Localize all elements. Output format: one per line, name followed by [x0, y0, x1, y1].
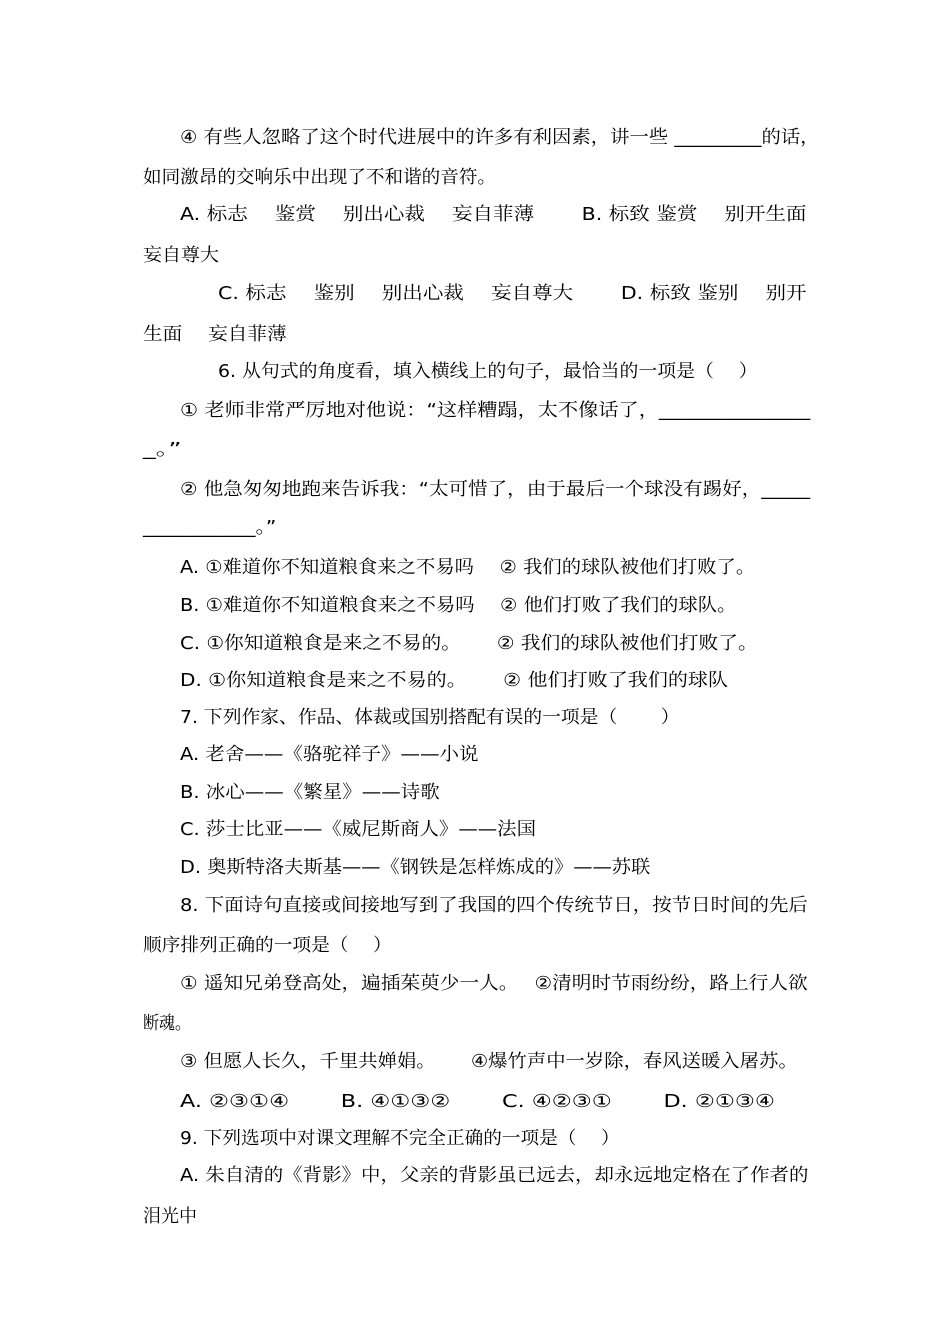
text-line: 如同激昂的交响乐中出现了不和谐的音符。	[143, 167, 496, 188]
text-line: _。”	[143, 439, 182, 460]
text-line: A. ②③①④ B. ④①③② C. ④②③① D. ②①③④	[180, 1091, 775, 1112]
text-line: A. ①难道你不知道粮食来之不易吗 ② 我们的球队被他们打败了。	[180, 557, 756, 578]
text-line: ___________。”	[143, 517, 277, 538]
text-line: D. ①你知道粮食是来之不易的。 ② 他们打败了我们的球队	[180, 670, 729, 691]
text-line: ② 他急匆匆地跑来告诉我：“太可惜了，由于最后一个球没有踢好，_____	[180, 479, 811, 500]
text-line: ① 老师非常严厉地对他说：“这样糟蹋，太不像话了，_______________	[180, 400, 811, 421]
text-line: 6. 从句式的角度看，填入横线上的句子，最恰当的一项是（ ）	[218, 361, 758, 382]
text-line: 7. 下列作家、作品、体裁或国别搭配有误的一项是（ ）	[180, 707, 680, 728]
text-line: 断魂。	[143, 1013, 191, 1034]
text-line: C. ①你知道粮食是来之不易的。 ② 我们的球队被他们打败了。	[180, 633, 758, 654]
text-line: A. 老舍——《骆驼祥子》——小说	[180, 744, 479, 765]
text-line: ④ 有些人忽略了这个时代进展中的许多有利因素，讲一些 _________的话，	[180, 127, 820, 148]
text-line: ① 遥知兄弟登高处，遍插茱萸少一人。 ②清明时节雨纷纷，路上行人欲	[180, 973, 808, 994]
text-line: D. 奥斯特洛夫斯基——《钢铁是怎样炼成的》——苏联	[180, 857, 651, 878]
text-line: 妄自尊大	[143, 245, 219, 266]
text-line: 生面 妄自菲薄	[143, 324, 287, 345]
text-line: 8. 下面诗句直接或间接地写到了我国的四个传统节日，按节日时间的先后	[180, 895, 808, 916]
text-line: 顺序排列正确的一项是（ ）	[143, 935, 392, 956]
text-line: 9. 下列选项中对课文理解不完全正确的一项是（ ）	[180, 1128, 620, 1149]
text-line: C. 莎士比亚——《威尼斯商人》——法国	[180, 819, 537, 840]
text-line: B. 冰心——《繁星》——诗歌	[180, 782, 440, 803]
text-line: A. 标志 鉴赏 别出心裁 妄自菲薄 B. 标致 鉴赏 别开生面	[180, 204, 807, 225]
text-line: A. 朱自清的《背影》中，父亲的背影虽已远去，却永远地定格在了作者的	[180, 1165, 809, 1186]
text-line: C. 标志 鉴别 别出心裁 妄自尊大 D. 标致 鉴别 别开	[218, 283, 807, 304]
text-line: B. ①难道你不知道粮食来之不易吗 ② 他们打败了我们的球队。	[180, 595, 737, 616]
text-line: ③ 但愿人长久，千里共婵娟。 ④爆竹声中一岁除，春风送暖入屠苏。	[180, 1051, 798, 1072]
text-line: 泪光中	[143, 1206, 197, 1227]
